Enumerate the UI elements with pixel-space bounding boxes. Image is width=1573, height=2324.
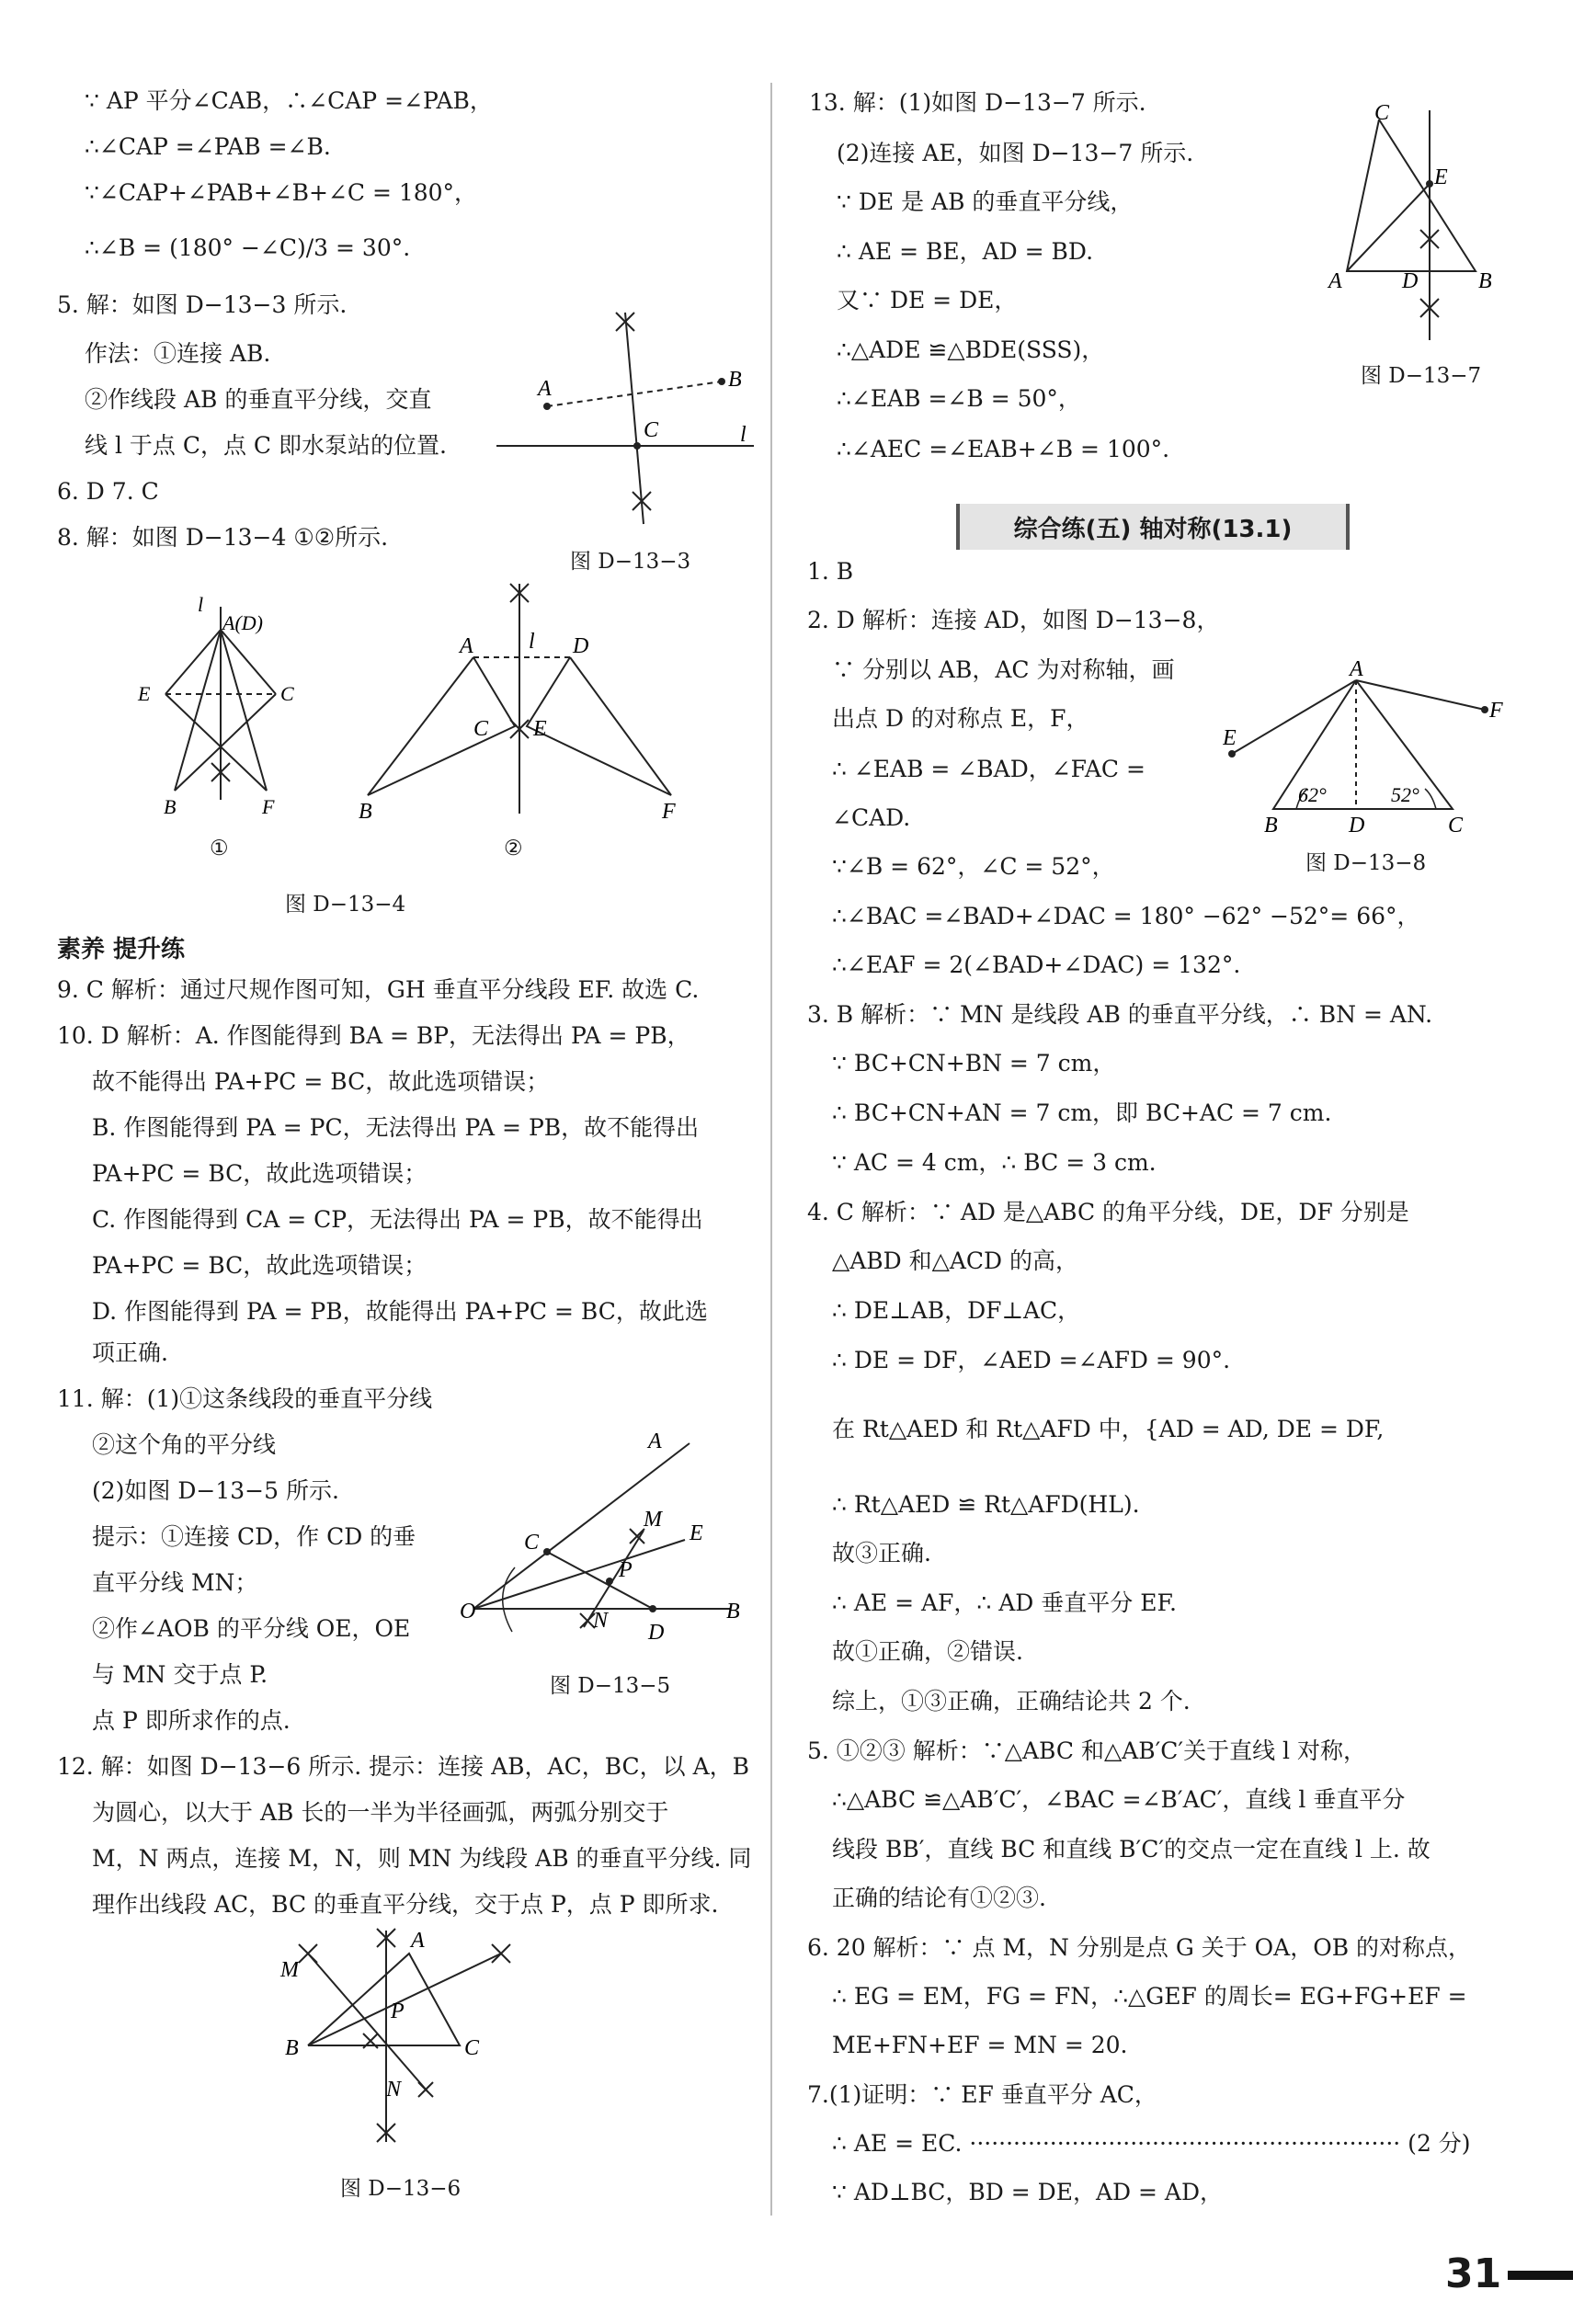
text-line: 提示：①连接 CD，作 CD 的垂 [92, 1523, 416, 1550]
figure-d-13-7 [1324, 101, 1517, 349]
text-line: ∵ AD⊥BC，BD = DE，AD = AD， [832, 2179, 1224, 2205]
svg-text:C: C [644, 418, 659, 442]
svg-text:C: C [1448, 814, 1464, 837]
figure-d-13-5 [455, 1420, 768, 1641]
svg-text:l: l [740, 423, 747, 447]
text-line: ∴ AE = BE，AD = BD. [837, 238, 1094, 265]
svg-text:E: E [138, 682, 151, 705]
svg-text:O: O [460, 1600, 476, 1623]
text-line: ∴ EG = EM，FG = FN，∴△GEF 的周长= EG+FG+EF = [832, 1983, 1467, 2010]
svg-text:D: D [648, 1621, 665, 1641]
column-divider [770, 83, 772, 2216]
svg-text:l: l [198, 593, 204, 616]
figure-d-13-6 [271, 1912, 538, 2160]
text-line: 3. B 解析：∵ MN 是线段 AB 的垂直平分线，∴ BN = AN. [807, 1001, 1433, 1028]
svg-text:B: B [726, 1600, 740, 1623]
text-line: ∵ DE 是 AB 的垂直平分线， [837, 188, 1134, 215]
svg-text:l: l [529, 630, 535, 654]
text-line: 故①正确，②错误. [832, 1638, 1023, 1665]
text-line: ②作线段 AB 的垂直平分线，交直 [85, 386, 432, 413]
svg-text:A: A [538, 377, 552, 401]
text-line: 5. 解：如图 D−13−3 所示. [57, 291, 348, 318]
text-line: ∴∠AEC =∠EAB+∠B = 100°. [837, 436, 1170, 462]
text-line: ②作∠AOB 的平分线 OE，OE [92, 1615, 411, 1642]
text-line: 线 l 于点 C，点 C 即水泵站的位置. [85, 432, 447, 459]
text-line: 出点 D 的对称点 E，F， [832, 705, 1089, 732]
text-line: 线段 BB′，直线 BC 和直线 B′C′的交点一定在直线 l 上. 故 [832, 1836, 1431, 1863]
text-line: D. 作图能得到 PA = PB，故能得出 PA+PC = BC，故此选 [92, 1298, 708, 1325]
text-line: ∴△ADE ≌△BDE(SSS)， [837, 336, 1105, 363]
caption-d-13-4: 图 D−13−4 [285, 893, 406, 917]
text-line: ∵ BC+CN+BN = 7 cm， [832, 1050, 1116, 1077]
text-line: 2. D 解析：连接 AD，如图 D−13−8， [807, 607, 1220, 633]
text-line: 5. ①②③ 解析：∵△ABC 和△AB′C′关于直线 l 对称， [807, 1737, 1366, 1764]
text-line: ∴△ABC ≌△AB′C′，∠BAC =∠B′AC′，直线 l 垂直平分 [832, 1786, 1406, 1813]
figure-label-1: ① [210, 837, 229, 860]
svg-text:E: E [1223, 726, 1237, 750]
text-line: △ABD 和△ACD 的高， [832, 1247, 1079, 1274]
text-line: (2)如图 D−13−5 所示. [92, 1477, 339, 1504]
text-line: PA+PC = BC，故此选项错误； [92, 1160, 427, 1187]
text-line: 6. D 7. C [57, 478, 159, 505]
svg-text:P: P [391, 1999, 405, 2023]
caption-d-13-7: 图 D−13−7 [1361, 364, 1482, 388]
caption-d-13-3: 图 D−13−3 [570, 550, 691, 574]
text-line: 6. 20 解析：∵ 点 M，N 分别是点 G 关于 OA，OB 的对称点， [807, 1934, 1472, 1961]
text-line: 又∵ DE = DE， [837, 287, 1018, 313]
text-line: ∴∠B = (180° −∠C)/3 = 30°. [85, 234, 411, 261]
text-line: ∴ BC+CN+AN = 7 cm，即 BC+AC = 7 cm. [832, 1099, 1332, 1126]
svg-text:A(D): A(D) [222, 611, 263, 634]
text-line: 点 P 即所求作的点. [92, 1707, 291, 1734]
text-line: ∵∠B = 62°，∠C = 52°， [832, 853, 1115, 880]
svg-text:B: B [285, 2036, 299, 2060]
text-line: C. 作图能得到 CA = CP，无法得出 PA = PB，故不能得出 [92, 1206, 703, 1233]
page-number-bar [1508, 2271, 1573, 2280]
svg-text:M: M [280, 1958, 299, 1982]
text-line: ∴∠CAP =∠PAB =∠B. [85, 133, 331, 160]
svg-text:A: A [1328, 269, 1342, 293]
text-line: 11. 解：(1)①这条线段的垂直平分线 [57, 1385, 433, 1412]
svg-text:D: D [1402, 269, 1419, 293]
text-line: ∴ DE = DF，∠AED =∠AFD = 90°. [832, 1347, 1231, 1373]
svg-text:D: D [573, 634, 589, 658]
caption-d-13-8: 图 D−13−8 [1305, 851, 1427, 875]
svg-text:B: B [164, 795, 177, 818]
text-line: 作法：①连接 AB. [85, 340, 271, 367]
text-line: (2)连接 AE，如图 D−13−7 所示. [837, 140, 1194, 166]
text-line: 故不能得出 PA+PC = BC，故此选项错误； [92, 1068, 550, 1095]
svg-text:A: A [411, 1929, 425, 1953]
caption-d-13-5: 图 D−13−5 [550, 1674, 671, 1698]
svg-text:62°: 62° [1298, 783, 1327, 806]
text-line: ∵ AC = 4 cm，∴ BC = 3 cm. [832, 1149, 1157, 1176]
text-line: ②这个角的平分线 [92, 1431, 277, 1458]
caption-d-13-6: 图 D−13−6 [340, 2177, 462, 2201]
svg-text:N: N [593, 1609, 609, 1633]
figure-d-13-4-2 [354, 575, 703, 823]
text-line: 1. B [807, 558, 854, 585]
svg-text:F: F [262, 795, 275, 818]
svg-text:E: E [533, 717, 547, 741]
svg-text:B: B [359, 800, 372, 823]
text-line: 直平分线 MN； [92, 1569, 258, 1596]
figure-label-2: ② [504, 837, 523, 860]
svg-text:M: M [644, 1508, 662, 1532]
text-line: 理作出线段 AC，BC 的垂直平分线，交于点 P，点 P 即所求. [92, 1891, 719, 1918]
text-line: B. 作图能得到 PA = PC，无法得出 PA = PB，故不能得出 [92, 1114, 700, 1141]
text-line: 12. 解：如图 D−13−6 所示. 提示：连接 AB，AC，BC，以 A，B [57, 1753, 750, 1780]
figure-d-13-8 [1223, 653, 1526, 837]
svg-text:C: C [280, 682, 294, 705]
text-line: 8. 解：如图 D−13−4 ①②所示. [57, 524, 389, 551]
text-line: 4. C 解析：∵ AD 是△ABC 的角平分线，DE，DF 分别是 [807, 1199, 1409, 1225]
text-line: ∴ ∠EAB = ∠BAD，∠FAC = [832, 756, 1146, 782]
page-number: 31 [1445, 2250, 1502, 2297]
svg-text:A: A [648, 1430, 662, 1453]
text-line: 13. 解：(1)如图 D−13−7 所示. [809, 89, 1146, 116]
text-line: 9. C 解析：通过尺规作图可知，GH 垂直平分线段 EF. 故选 C. [57, 976, 700, 1003]
text-line: ∴ DE⊥AB，DF⊥AC， [832, 1297, 1081, 1324]
text-line: 7.(1)证明：∵ EF 垂直平分 AC， [807, 2081, 1157, 2108]
text-line: ∴ AE = EC. ··························································· (2 分) [832, 2130, 1471, 2157]
subsection-title: 素养 提升练 [57, 936, 186, 963]
text-line: 为圆心，以大于 AB 长的一半为半径画弧，两弧分别交于 [92, 1799, 669, 1826]
text-line: 正确的结论有①②③. [832, 1885, 1046, 1911]
text-line: PA+PC = BC，故此选项错误； [92, 1252, 427, 1279]
figure-d-13-3 [487, 294, 763, 533]
svg-text:C: C [524, 1531, 540, 1555]
text-line: 10. D 解析：A. 作图能得到 BA = BP，无法得出 PA = PB， [57, 1022, 690, 1049]
text-line: ∴∠EAF = 2(∠BAD+∠DAC) = 132°. [832, 951, 1241, 978]
text-line: ∵ 分别以 AB，AC 为对称轴，画 [832, 656, 1175, 683]
section-banner: 综合练(五) 轴对称(13.1) [956, 504, 1350, 550]
text-line: ∵ AP 平分∠CAB，∴∠CAP =∠PAB， [85, 87, 493, 114]
text-line: 综上，①③正确，正确结论共 2 个. [832, 1688, 1191, 1715]
svg-text:C: C [464, 2036, 480, 2060]
text-line: ME+FN+EF = MN = 20. [832, 2032, 1128, 2058]
svg-text:C: C [1374, 101, 1390, 125]
svg-text:P: P [619, 1558, 633, 1582]
svg-text:N: N [386, 2078, 402, 2102]
text-line: ∵∠CAP+∠PAB+∠B+∠C = 180°， [85, 179, 478, 206]
text-line: ∴∠EAB =∠B = 50°， [837, 385, 1081, 412]
figure-d-13-4-1 [129, 588, 331, 818]
text-line: ∴ Rt△AED ≌ Rt△AFD(HL). [832, 1491, 1140, 1518]
text-line: 在 Rt△AED 和 Rt△AFD 中，{AD = AD, DE = DF, [832, 1416, 1385, 1442]
svg-text:52°: 52° [1391, 783, 1419, 806]
svg-text:C: C [473, 717, 489, 741]
text-line: ∴ AE = AF，∴ AD 垂直平分 EF. [832, 1589, 1177, 1616]
svg-text:F: F [662, 800, 676, 823]
svg-text:E: E [690, 1521, 703, 1545]
svg-text:A: A [460, 634, 473, 658]
text-line: ∴∠BAC =∠BAD+∠DAC = 180° −62° −52°= 66°， [832, 903, 1420, 929]
text-line: 与 MN 交于点 P. [92, 1661, 268, 1688]
svg-text:B: B [1478, 269, 1492, 293]
text-line: 项正确. [92, 1339, 168, 1366]
text-line: ∠CAD. [832, 804, 911, 831]
svg-text:F: F [1489, 699, 1503, 723]
svg-text:B: B [728, 368, 742, 392]
text-line: 故③正确. [832, 1540, 931, 1566]
svg-text:A: A [1350, 657, 1363, 681]
svg-text:D: D [1349, 814, 1365, 837]
svg-text:B: B [1264, 814, 1278, 837]
text-line: M，N 两点，连接 M，N，则 MN 为线段 AB 的垂直平分线. 同 [92, 1845, 752, 1872]
svg-text:E: E [1434, 165, 1448, 189]
